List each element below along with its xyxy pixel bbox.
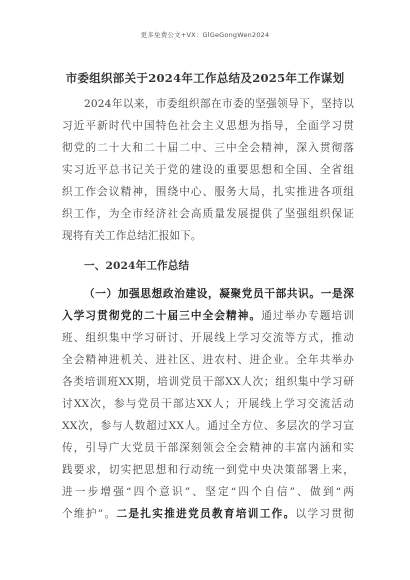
body-line: XX次，参与人数超过XX人。通过全方位、多层次的学习宣 — [62, 420, 354, 432]
intro-line: 2024年以来，市委组织部在市委的坚强领导下，坚持以 — [84, 98, 354, 110]
intro-line: 彻党的二十大和二十届二中、三中全会精神，深入贯彻落 — [62, 142, 354, 154]
body-line: 全会精神进机关、进社区、进农村、进企业。全年共举办 — [62, 354, 354, 366]
body-line-with-point2 — [62, 503, 354, 525]
body-line-tail: 个维护”。 — [62, 508, 117, 520]
body-line: 践要求，切实把思想和行动统一到党中央决策部署上来， — [62, 464, 354, 476]
intro-line: 实习近平总书记关于党的建设的重要思想和全国、全省组 — [62, 164, 354, 176]
intro-line: 现将有关工作总结汇报如下。 — [62, 230, 202, 242]
body-line: 班、组织集中学习研讨、开展线上学习交流等方式，推动 — [62, 332, 354, 344]
body-line: 各类培训班XX期，培训党员干部XX人次；组织集中学习研 — [62, 376, 354, 388]
intro-line: 织工作会议精神，围绕中心、服务大局，扎实推进各项组 — [62, 186, 354, 198]
body-line: 进一步增强“四个意识”、坚定“四个自信”、做到“两 — [62, 486, 354, 498]
body-line: 传，引导广大党员干部深刻领会全会精神的丰富内涵和实 — [62, 442, 354, 454]
document-body — [62, 93, 354, 525]
point1-heading-b: 入学习贯彻党的二十届三中全会精神。 — [62, 310, 262, 322]
subsection-lead-line — [62, 283, 354, 305]
subsection-lead: （一）加强思想政治建设，凝聚党员干部共识。 — [84, 288, 321, 300]
point2-continuation: 以学习贯彻 — [295, 508, 355, 520]
point1-continuation: 通过举办专题培训 — [261, 310, 354, 322]
header-note: 更多免费公文+VX：GlGeGongWen2024 — [140, 31, 270, 39]
intro-line: 织工作，为全市经济社会高质量发展提供了坚强组织保证 — [62, 208, 354, 220]
subsection-line — [62, 305, 354, 327]
intro-line: 习近平新时代中国特色社会主义思想为指导，全面学习贯 — [62, 120, 354, 132]
section-heading: 一、2024年工作总结 — [84, 260, 190, 272]
point1-heading-a: 一是深 — [320, 288, 354, 300]
point2-heading: 二是扎实推进党员教育培训工作。 — [116, 508, 296, 520]
body-line: 讨XX次，参与党员干部达XX人；开展线上学习交流活动 — [62, 398, 354, 410]
document-title: 市委组织部关于2024年工作总结及2025年工作谋划 — [65, 71, 345, 85]
